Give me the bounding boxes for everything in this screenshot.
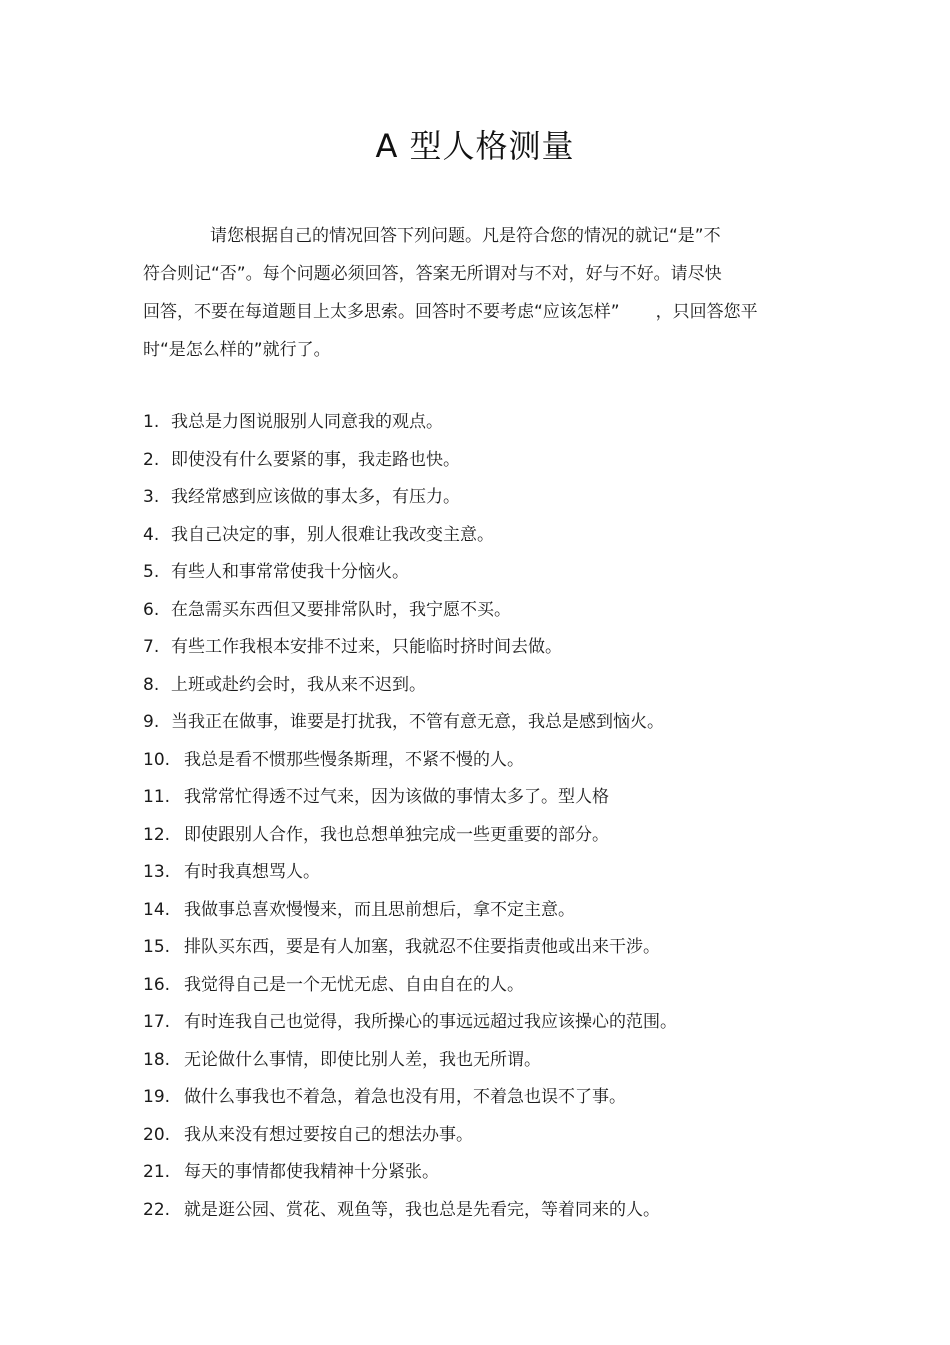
- question-text: 我觉得自己是一个无忧无虑、自由自在的人。: [184, 974, 524, 995]
- question-text: 就是逛公园、赏花、观鱼等，我也总是先看完，等着同来的人。: [184, 1199, 660, 1220]
- question-text: 有时连我自己也觉得，我所操心的事远远超过我应该操心的范围。: [184, 1012, 677, 1032]
- question-item: [143, 479, 823, 517]
- question-item: [143, 854, 823, 892]
- question-text: 我常常忙得透不过气来，因为该做的事情太多了。型人格: [184, 787, 609, 807]
- question-text: 我经常感到应该做的事太多，有压力。: [171, 487, 460, 507]
- question-text: 我做事总喜欢慢慢来，而且思前想后，拿不定主意。: [184, 899, 575, 920]
- question-item: [143, 929, 823, 967]
- question-number: 14.: [143, 899, 171, 920]
- question-text: 在急需买东西但又要排常队时，我宁愿不买。: [171, 599, 511, 620]
- question-number: 9.: [143, 712, 160, 732]
- question-text: 我总是看不惯那些慢条斯理，不紧不慢的人。: [184, 749, 524, 770]
- question-text: 做什么事我也不着急，着急也没有用，不着急也误不了事。: [184, 1087, 626, 1107]
- question-item: [143, 517, 823, 555]
- question-item: [143, 1004, 823, 1042]
- instructions-line-2: 符合则记“否”。每个问题必须回答，答案无所谓对与不对，好与不好。请尽快: [143, 264, 722, 284]
- question-item: [143, 704, 823, 742]
- question-text: 有些工作我根本安排不过来，只能临时挤时间去做。: [171, 637, 562, 657]
- question-item: [143, 742, 823, 780]
- question-number: 10.: [143, 749, 171, 770]
- instructions-line-1: 请您根据自己的情况回答下列问题。凡是符合您的情况的就记“是”不: [210, 226, 721, 246]
- question-number: 18.: [143, 1049, 171, 1070]
- question-number: 2.: [143, 449, 160, 470]
- question-text: 我自己决定的事，别人很难让我改变主意。: [171, 524, 494, 545]
- question-text: 即使跟别人合作，我也总想单独完成一些更重要的部分。: [184, 824, 609, 845]
- question-text: 我从来没有想过要按自己的想法办事。: [184, 1124, 473, 1145]
- question-text: 有些人和事常常使我十分恼火。: [171, 562, 409, 582]
- question-text: 有时我真想骂人。: [184, 862, 320, 882]
- question-item: [143, 404, 823, 442]
- question-item: [143, 554, 823, 592]
- question-item: [143, 1117, 823, 1155]
- question-item: [143, 1042, 823, 1080]
- document-title: A 型人格测量: [375, 127, 575, 165]
- instructions-line-4: 时“是怎么样的”就行了。: [143, 340, 331, 360]
- question-number: 15.: [143, 937, 171, 957]
- question-number: 7.: [143, 637, 160, 657]
- question-number: 19.: [143, 1087, 171, 1107]
- question-item: [143, 967, 823, 1005]
- question-item: [143, 1079, 823, 1117]
- question-text: 排队买东西，要是有人加塞，我就忍不住要指责他或出来干涉。: [184, 937, 660, 957]
- question-number: 6.: [143, 599, 160, 620]
- question-number: 4.: [143, 524, 160, 545]
- question-item: [143, 667, 823, 705]
- question-item: [143, 1192, 823, 1230]
- question-number: 21.: [143, 1162, 171, 1182]
- question-item: [143, 817, 823, 855]
- instructions-line-3-part-2: ，只回答您平: [655, 302, 758, 322]
- question-item: [143, 779, 823, 817]
- instructions-paragraph: [143, 217, 803, 369]
- question-number: 20.: [143, 1124, 171, 1145]
- question-item: [143, 629, 823, 667]
- question-number: 1.: [143, 412, 160, 432]
- question-item: [143, 1154, 823, 1192]
- question-number: 17.: [143, 1012, 171, 1032]
- question-text: 上班或赴约会时，我从来不迟到。: [171, 674, 426, 695]
- question-item: [143, 892, 823, 930]
- question-text: 当我正在做事，谁要是打扰我，不管有意无意，我总是感到恼火。: [171, 712, 664, 732]
- question-text: 我总是力图说服别人同意我的观点。: [171, 412, 443, 432]
- question-number: 22.: [143, 1199, 171, 1220]
- question-item: [143, 442, 823, 480]
- question-number: 12.: [143, 824, 171, 845]
- instructions-line-3-part-1: 回答，不要在每道题目上太多思索。回答时不要考虑“应该怎样”: [143, 302, 620, 322]
- question-text: 即使没有什么要紧的事，我走路也快。: [171, 449, 460, 470]
- question-number: 5.: [143, 562, 160, 582]
- instructions-line-3: [143, 293, 803, 331]
- question-text: 每天的事情都使我精神十分紧张。: [184, 1162, 439, 1182]
- question-number: 11.: [143, 787, 171, 807]
- question-number: 13.: [143, 862, 171, 882]
- question-list: [143, 404, 823, 1229]
- question-item: [143, 592, 823, 630]
- question-number: 3.: [143, 487, 160, 507]
- question-number: 8.: [143, 674, 160, 695]
- question-number: 16.: [143, 974, 171, 995]
- question-text: 无论做什么事情，即使比别人差，我也无所谓。: [184, 1049, 541, 1070]
